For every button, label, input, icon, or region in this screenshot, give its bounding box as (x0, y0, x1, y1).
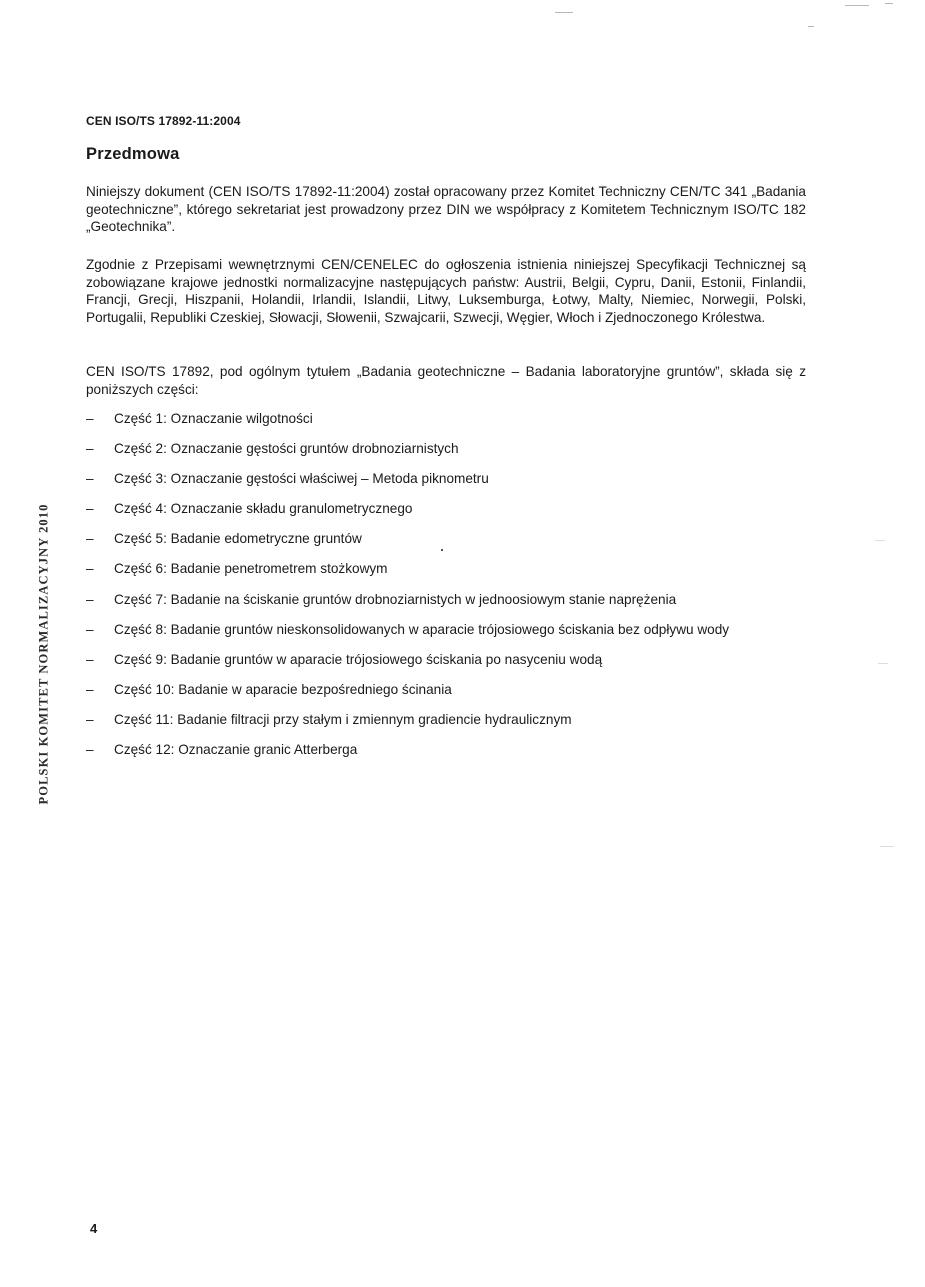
part-label: Część 7: Badanie na ściskanie gruntów drobnoziarnistych w jednoosiowym stanie naprężenia (114, 591, 677, 607)
list-item (86, 711, 826, 741)
parts-list (86, 410, 826, 771)
list-item (86, 651, 826, 681)
part-label: Część 1: Oznaczanie wilgotności (114, 411, 313, 426)
list-item (86, 530, 826, 560)
list-item (86, 440, 826, 470)
list-dash: – (86, 561, 94, 577)
part-label: Część 5: Badanie edometryczne gruntów (114, 531, 362, 547)
list-dash: – (86, 591, 94, 607)
list-item (86, 470, 826, 500)
list-dash: – (86, 681, 94, 697)
part-label: Część 12: Oznaczanie granic Atterberga (114, 742, 358, 758)
list-dash: – (86, 651, 94, 667)
section-heading: Przedmowa (86, 145, 180, 163)
list-dash: – (86, 711, 94, 727)
list-item (86, 500, 826, 530)
paragraph-parts-intro: CEN ISO/TS 17892, pod ogólnym tytułem „Badania geotechniczne – Badania laboratoryjne gruntów”, składa się z poniższych części: (86, 364, 806, 397)
list-item (86, 741, 826, 771)
scan-speck (441, 549, 443, 551)
paragraph-countries: Zgodnie z Przepisami wewnętrznymi CEN/CENELEC do ogłoszenia istnienia niniejszej Specyfikacji Technicznej są zobowiązane krajowe jednostki normalizacyjne następujących państw: Austrii, Belgii, Cypru, Danii, Estonii, Finlandii, Francji, Grecji, Hiszpanii, Holandii, Irlandii, Islandii, Litwy, Luksemburga, Łotwy, Malty, Niemiec, Norwegii, Polski, Portugalii, Republiki Czeskiej, Słowacji, Słowenii, Szwajcarii, Szwecji, Węgier, Włoch i Zjednoczonego Królestwa. (86, 257, 806, 325)
list-dash: – (86, 742, 94, 758)
part-label: Część 4: Oznaczanie składu granulometrycznego (114, 501, 413, 517)
part-label: Część 10: Badanie w aparacie bezpośredniego ścinania (114, 681, 452, 697)
list-dash: – (86, 531, 94, 547)
part-label: Część 2: Oznaczanie gęstości gruntów drobnoziarnistych (114, 441, 459, 457)
page-number: 4 (90, 1221, 98, 1236)
list-item (86, 621, 826, 651)
scan-speck (875, 540, 885, 541)
document-identifier: CEN ISO/TS 17892-11:2004 (86, 114, 241, 128)
list-dash: – (86, 411, 94, 426)
scan-speck (808, 26, 814, 27)
scan-speck (845, 5, 869, 6)
list-item (86, 410, 826, 440)
list-dash: – (86, 621, 94, 637)
list-item (86, 560, 826, 590)
part-label: Część 3: Oznaczanie gęstości właściwej – Metoda piknometru (114, 471, 489, 487)
list-dash: – (86, 441, 94, 457)
part-label: Część 8: Badanie gruntów nieskonsolidowanych w aparacie trójosiowego ściskania bez odpływu wody (114, 621, 730, 637)
list-dash: – (86, 501, 94, 517)
part-label: Część 6: Badanie penetrometrem stożkowym (114, 561, 388, 577)
scan-speck (885, 3, 893, 4)
paragraph-committee: Niniejszy dokument (CEN ISO/TS 17892-11:2004) został opracowany przez Komitet Techniczny CEN/TC 341 „Badania geotechniczne”, którego sekretariat jest prowadzony przez DIN we współpracy z Komitetem Technicznym ISO/TC 182 „Geotechnika”. (86, 184, 806, 235)
scan-speck (878, 663, 888, 664)
scan-speck (880, 846, 894, 847)
side-watermark-stamp: POLSKI KOMITET NORMALIZACYJNY 2010 (36, 503, 51, 805)
part-label: Część 9: Badanie gruntów w aparacie trójosiowego ściskania po nasyceniu wodą (114, 651, 603, 667)
list-item (86, 681, 826, 711)
list-dash: – (86, 471, 94, 487)
scan-speck (555, 12, 573, 13)
list-item (86, 591, 826, 621)
part-label: Część 11: Badanie filtracji przy stałym i zmiennym gradiencie hydraulicznym (114, 711, 572, 727)
